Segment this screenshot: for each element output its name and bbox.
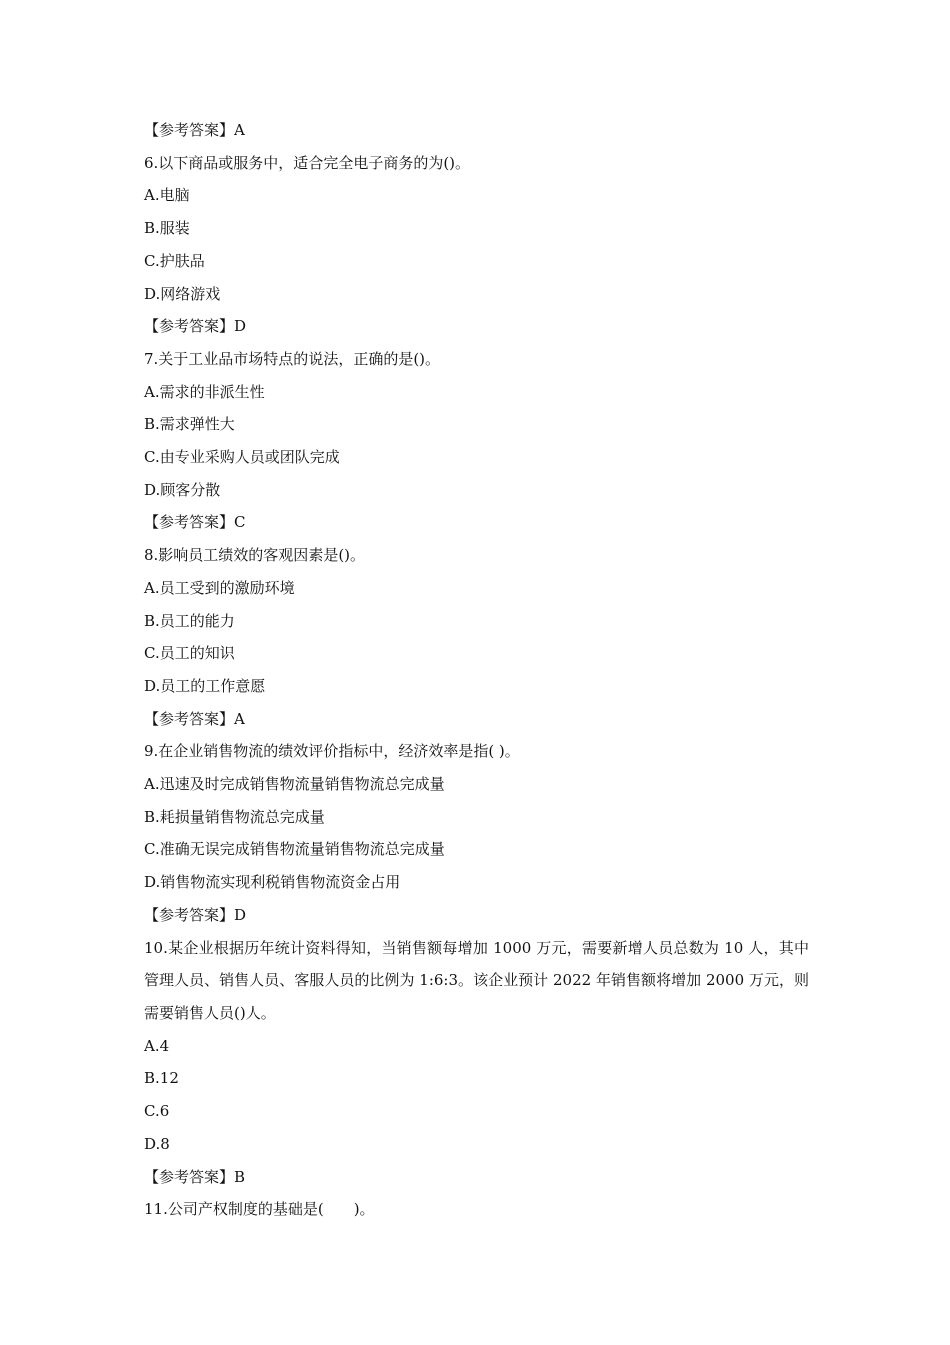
option-9c: C.准确无误完成销售物流量销售物流总完成量 xyxy=(144,840,445,859)
question-9: 9.在企业销售物流的绩效评价指标中，经济效率是指( )。 xyxy=(144,742,520,761)
option-6d: D.网络游戏 xyxy=(144,284,221,303)
option-10a: A.4 xyxy=(144,1036,170,1055)
option-7c: C.由专业采购人员或团队完成 xyxy=(144,448,340,467)
option-8a: A.员工受到的激励环境 xyxy=(144,578,295,597)
option-10c: C.6 xyxy=(144,1102,170,1121)
option-9a: A.迅速及时完成销售物流量销售物流总完成量 xyxy=(144,775,445,794)
question-6: 6.以下商品或服务中，适合完全电子商务的为()。 xyxy=(144,153,471,172)
option-7d: D.顾客分散 xyxy=(144,480,221,499)
answer-q7: 【参考答案】C xyxy=(144,513,246,532)
answer-q9-visible: 【参考答案】D xyxy=(144,905,247,924)
option-6c: C.护肤品 xyxy=(144,251,205,270)
question-8: 8.影响员工绩效的客观因素是()。 xyxy=(144,546,366,565)
question-11: 11.公司产权制度的基础是( )。 xyxy=(144,1200,375,1219)
option-7a: A.需求的非派生性 xyxy=(144,382,265,401)
option-8b: B.员工的能力 xyxy=(144,611,235,630)
option-9b: B.耗损量销售物流总完成量 xyxy=(144,807,325,826)
option-9d: D.销售物流实现利税销售物流资金占用 xyxy=(144,873,401,892)
answer-q6: 【参考答案】D xyxy=(144,317,247,336)
page-content xyxy=(144,114,809,1226)
option-8d: D.员工的工作意愿 xyxy=(144,676,266,695)
question-10: 10.某企业根据历年统计资料得知，当销售额每增加 1000 万元，需要新增人员总数为 10 人，其中管理人员、销售人员、客服人员的比例为 1:6:3。该企业预计 2022 年销售额将增加 2000 万元，则需要销售人员()人。 xyxy=(144,938,809,1022)
option-6a: A.电脑 xyxy=(144,186,190,205)
option-10d: D.8 xyxy=(144,1134,170,1153)
answer-q5: 【参考答案】A xyxy=(144,121,245,139)
option-10b: B.12 xyxy=(144,1069,179,1088)
option-7b: B.需求弹性大 xyxy=(144,415,235,434)
option-8c: C.员工的知识 xyxy=(144,644,235,663)
answer-q10: 【参考答案】B xyxy=(144,1167,246,1186)
option-6b: B.服装 xyxy=(144,219,190,238)
answer-q8: 【参考答案】A xyxy=(144,709,245,728)
question-7: 7.关于工业品市场特点的说法，正确的是()。 xyxy=(144,349,441,368)
